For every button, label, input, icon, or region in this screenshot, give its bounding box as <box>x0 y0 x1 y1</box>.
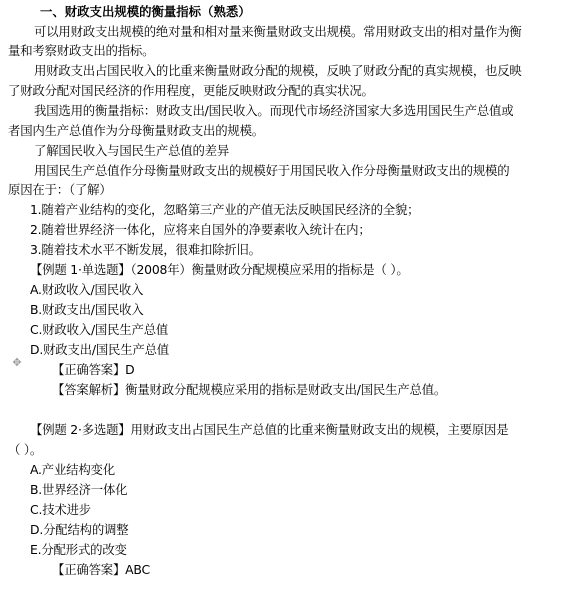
example-2-option-c: C.技术进步 <box>30 502 91 517</box>
example-1-option-c: C.财政收入/国民生产总值 <box>30 322 169 337</box>
reason-item: 1.随着产业结构的变化，忽略第三产业的产值无法反映国民经济的全貌； <box>30 202 420 217</box>
example-2-option-d: D.分配结构的调整 <box>30 522 129 537</box>
paragraph-line: 我国选用的衡量指标：财政支出/国民收入。而现代市场经济国家大多选用国民生产总值或 <box>34 103 514 118</box>
example-1-stem: 【例题 1·单选题】（2008年）衡量财政分配规模应采用的指标是（ ）。 <box>30 262 409 277</box>
paragraph-line: 可以用财政支出规模的绝对量和相对量来衡量财政支出规模。常用财政支出的相对量作为衡 <box>34 24 522 39</box>
example-1-answer: 【正确答案】D <box>52 362 135 377</box>
example-2-stem: （ ）。 <box>8 442 43 457</box>
paragraph-line: 量和考察财政支出的指标。 <box>8 43 155 58</box>
example-1-option-b: B.财政支出/国民收入 <box>30 302 144 317</box>
example-1-option-d: D.财政支出/国民生产总值 <box>30 342 169 357</box>
reason-item: 3.随着技术水平不断发展，很难扣除折旧。 <box>30 242 261 257</box>
example-1-option-a: A.财政收入/国民收入 <box>30 282 144 297</box>
paragraph-line: 者国内生产总值作为分母衡量财政支出的规模。 <box>8 123 265 138</box>
example-2-option-a: A.产业结构变化 <box>30 462 115 477</box>
paragraph-line: 原因在于：（了解） <box>8 182 112 197</box>
example-2-answer: 【正确答案】ABC <box>52 562 150 577</box>
paragraph-line: 了解国民收入与国民生产总值的差异 <box>34 143 230 158</box>
reason-item: 2.随着世界经济一体化，应将来自国外的净要素收入统计在内； <box>30 222 371 237</box>
example-1-analysis: 【答案解析】衡量财政分配规模应采用的指标是财政支出/国民生产总值。 <box>52 382 447 397</box>
paragraph-line: 用国民生产总值作分母衡量财政支出的规模好于用国民收入作分母衡量财政支出的规模的 <box>34 163 510 178</box>
example-2-option-b: B.世界经济一体化 <box>30 482 128 497</box>
section-title: 一、财政支出规模的衡量指标（熟悉） <box>40 4 251 19</box>
example-2-option-e: E.分配形式的改变 <box>30 542 127 557</box>
move-arrows-icon[interactable]: ✥ <box>12 356 22 369</box>
example-2-stem: 【例题 2·多选题】用财政支出占国民生产总值的比重来衡量财政支出的规模，主要原因是 <box>30 422 509 437</box>
paragraph-line: 用财政支出占国民收入的比重来衡量财政分配的规模，反映了财政分配的真实规模，也反映 <box>34 63 522 78</box>
paragraph-line: 了财政分配对国民经济的作用程度，更能反映财政分配的真实状况。 <box>8 83 374 98</box>
